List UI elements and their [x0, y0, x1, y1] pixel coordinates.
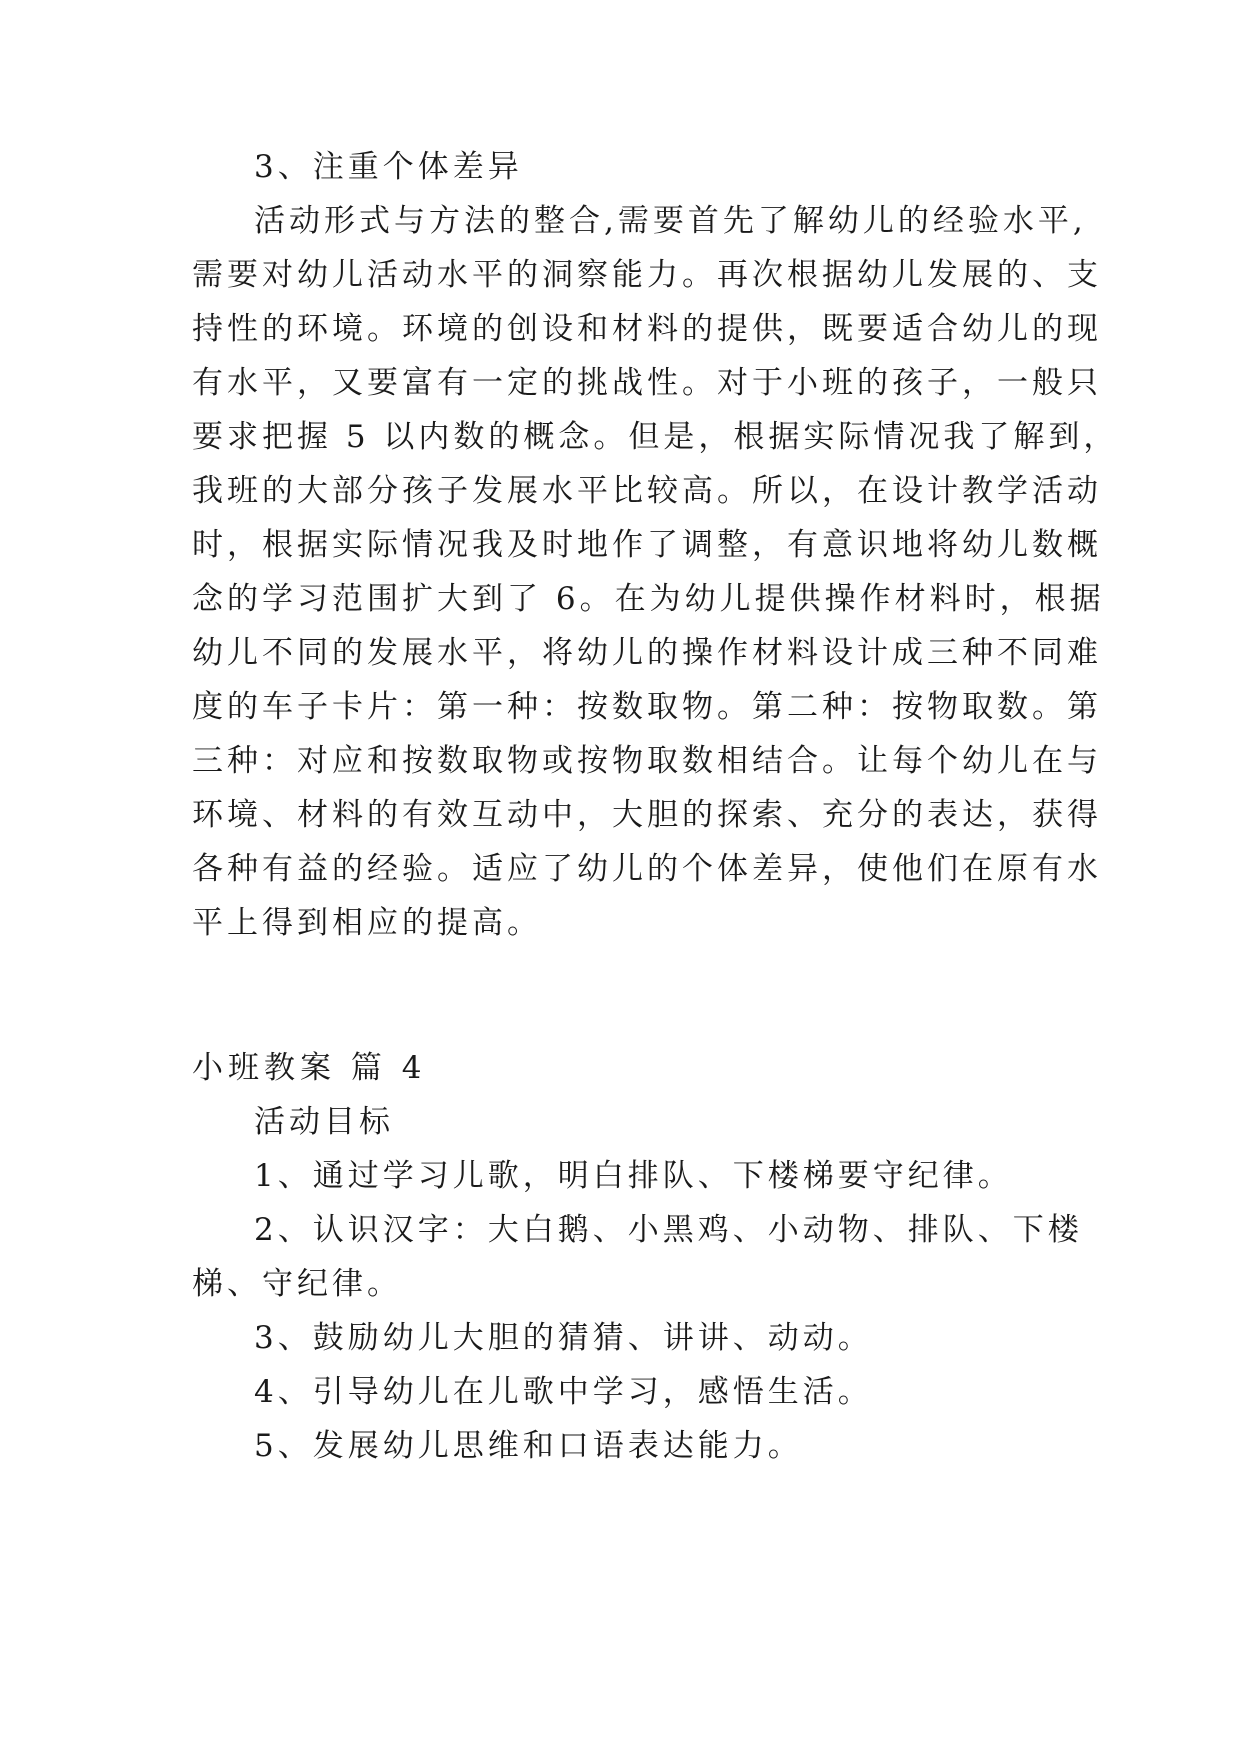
goal-item: 5、发展幼儿思维和口语表达能力。 [254, 1428, 803, 1464]
paragraph-line: 我班的大部分孩子发展水平比较高。所以，在设计教学活动 [192, 473, 1102, 509]
paragraph-line: 活动形式与方法的整合,需要首先了解幼儿的经验水平, [254, 203, 1087, 239]
paragraph-line: 有水平，又要富有一定的挑战性。对于小班的孩子，一般只 [192, 365, 1102, 401]
goal-item: 2、认识汉字：大白鹅、小黑鸡、小动物、排队、下楼 [254, 1212, 1083, 1248]
paragraph-line: 要求把握 5 以内数的概念。但是，根据实际情况我了解到， [192, 419, 1119, 455]
paragraph-line: 持性的环境。环境的创设和材料的提供，既要适合幼儿的现 [192, 311, 1102, 347]
plan-heading: 小班教案 篇 4 [192, 1050, 427, 1086]
paragraph-line: 度的车子卡片：第一种：按数取物。第二种：按物取数。第 [192, 689, 1102, 725]
paragraph-line: 幼儿不同的发展水平，将幼儿的操作材料设计成三种不同难 [192, 635, 1102, 671]
paragraph-line: 时，根据实际情况我及时地作了调整，有意识地将幼儿数概 [192, 527, 1102, 563]
paragraph-line: 需要对幼儿活动水平的洞察能力。再次根据幼儿发展的、支 [192, 257, 1102, 293]
section-title: 3、注重个体差异 [254, 149, 523, 185]
goal-item: 4、引导幼儿在儿歌中学习，感悟生活。 [254, 1374, 873, 1410]
paragraph-line: 三种：对应和按数取物或按物取数相结合。让每个幼儿在与 [192, 743, 1102, 779]
goals-title: 活动目标 [254, 1104, 394, 1140]
goal-item: 1、通过学习儿歌，明白排队、下楼梯要守纪律。 [254, 1158, 1013, 1194]
goal-item: 3、鼓励幼儿大胆的猜猜、讲讲、动动。 [254, 1320, 873, 1356]
paragraph-line: 环境、材料的有效互动中，大胆的探索、充分的表达，获得 [192, 797, 1102, 833]
goal-item-continuation: 梯、守纪律。 [192, 1266, 402, 1302]
paragraph-line: 各种有益的经验。适应了幼儿的个体差异，使他们在原有水 [192, 851, 1102, 887]
paragraph-line: 平上得到相应的提高。 [192, 905, 542, 941]
paragraph-line: 念的学习范围扩大到了 6。在为幼儿提供操作材料时，根据 [192, 581, 1105, 617]
